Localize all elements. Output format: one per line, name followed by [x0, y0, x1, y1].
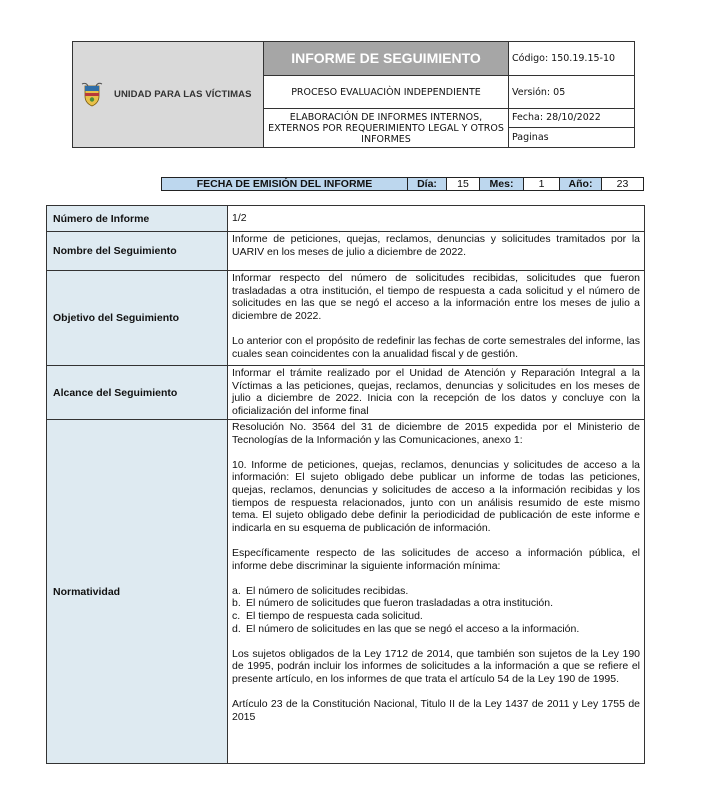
month-value: 1	[524, 178, 560, 191]
list-marker: d.	[232, 622, 241, 635]
list-text: El número de solicitudes en las que se negó el acceso a la información.	[246, 622, 580, 635]
list-marker: c.	[232, 609, 241, 622]
row-alcance	[47, 366, 645, 420]
row-label: Normatividad	[47, 420, 228, 764]
report-number: 1/2	[228, 206, 645, 232]
tracking-scope: Informar el trámite realizado por el Unidad de Atención y Reparación Integral a la Víctimas a las peticiones, quejas, reclamos, denuncias y solicitudes en los meses de julio a diciembre de 2022. Inicia con la recepción de los datos y concluye con la oficialización del informe final	[228, 366, 645, 420]
row-label: Nombre del Seguimiento	[47, 232, 228, 271]
day-value: 15	[447, 178, 480, 191]
document-pages: Paginas	[512, 132, 549, 143]
row-numero	[47, 206, 645, 232]
row-normatividad	[47, 420, 645, 764]
objective-paragraph: Lo anterior con el propósito de redefinir las fechas de corte semestrales del informe, las cuales sean coincidentes con la anualidad fiscal y de gestión.	[232, 334, 640, 360]
document-title: INFORME DE SEGUIMIENTO	[264, 42, 509, 76]
row-nombre	[47, 232, 645, 271]
objective-paragraph: Informar respecto del número de solicitudes recibidas, solicitudes que fueron trasladadas a otra institución, el tiempo de respuesta a cada solicitud y el número de solicitudes en las que se negó el acceso a la información entre los meses de julio a diciembre de 2022.	[232, 272, 640, 322]
document-code: Código: 150.19.15-10	[509, 42, 635, 76]
document-header	[72, 41, 635, 148]
row-label: Número de Informe	[47, 206, 228, 232]
list-marker: a.	[232, 584, 241, 597]
regulation-paragraph: Resolución No. 3564 del 31 de diciembre de 2015 expedida por el Ministerio de Tecnologías de la Información y las Comunicaciones, anexo 1:	[232, 421, 640, 446]
document-version: Versión: 05	[509, 76, 635, 109]
date-pages-cell	[509, 109, 635, 148]
regulation-list	[232, 585, 640, 635]
entity-name: UNIDAD PARA LAS VÍCTIMAS	[114, 89, 252, 100]
tracking-objective	[228, 271, 645, 366]
regulation-paragraph: Artículo 23 de la Constitución Nacional, Titulo II de la Ley 1437 de 2011 y Ley 1755 de 2015	[232, 698, 640, 723]
logo-cell	[73, 42, 264, 148]
day-label: Día:	[408, 178, 447, 191]
emission-label: FECHA DE EMISIÓN DEL INFORME	[162, 178, 408, 191]
row-label: Objetivo del Seguimiento	[47, 271, 228, 366]
regulation-paragraph: 10. Informe de peticiones, quejas, reclamos, denuncias y solicitudes de acceso a la información: El sujeto obligado debe publicar un informe de todas las peticiones, quejas, reclamos, denuncias y solicitudes de acceso a la información recibidas y los tiempos de respuesta relacionados, junto con un análisis resumido de este mismo tema. El sujeto obligado debe definir la periodicidad de publicación de este informe e indicarla en su esquema de publicación de información.	[232, 458, 640, 534]
list-text: El número de solicitudes recibidas.	[246, 584, 409, 597]
tracking-name: Informe de peticiones, quejas, reclamos, denuncias y solicitudes tramitados por la UARIV en los meses de julio a diciembre de 2022.	[228, 232, 645, 271]
list-text: El número de solicitudes que fueron trasladadas a otra institución.	[246, 597, 554, 610]
regulations	[228, 420, 645, 764]
year-label: Año:	[560, 178, 602, 191]
document-date: Fecha: 28/10/2022	[509, 109, 634, 128]
list-item	[232, 623, 640, 636]
report-details-table	[46, 205, 645, 764]
emission-date-bar	[161, 177, 644, 191]
process-name: PROCESO EVALUACIÒN INDEPENDIENTE	[264, 76, 509, 109]
list-item	[232, 610, 640, 623]
procedure-name: ELABORACIÓN DE INFORMES INTERNOS, EXTERNOS POR REQUERIMIENTO LEGAL Y OTROS INFORMES	[264, 109, 509, 148]
list-item	[232, 585, 640, 598]
coat-of-arms-icon	[80, 82, 104, 108]
regulation-paragraph: Específicamente respecto de las solicitudes de acceso a información pública, el informe debe discriminar la siguiente información mínima:	[232, 546, 640, 572]
year-value: 23	[602, 178, 644, 191]
list-marker: b.	[232, 597, 241, 610]
list-item	[232, 597, 640, 610]
regulation-paragraph: Los sujetos obligados de la Ley 1712 de 2014, que también son sujetos de la Ley 190 de 1995, podrán incluir los informes de solicitudes a la información a que se refiere el presente artículo, en los informes de que trata el artículo 54 de la Ley 190 de 1995.	[232, 647, 640, 685]
row-label: Alcance del Seguimiento	[47, 366, 228, 420]
row-objetivo	[47, 271, 645, 366]
list-text: El tiempo de respuesta cada solicitud.	[246, 609, 423, 622]
month-label: Mes:	[480, 178, 524, 191]
